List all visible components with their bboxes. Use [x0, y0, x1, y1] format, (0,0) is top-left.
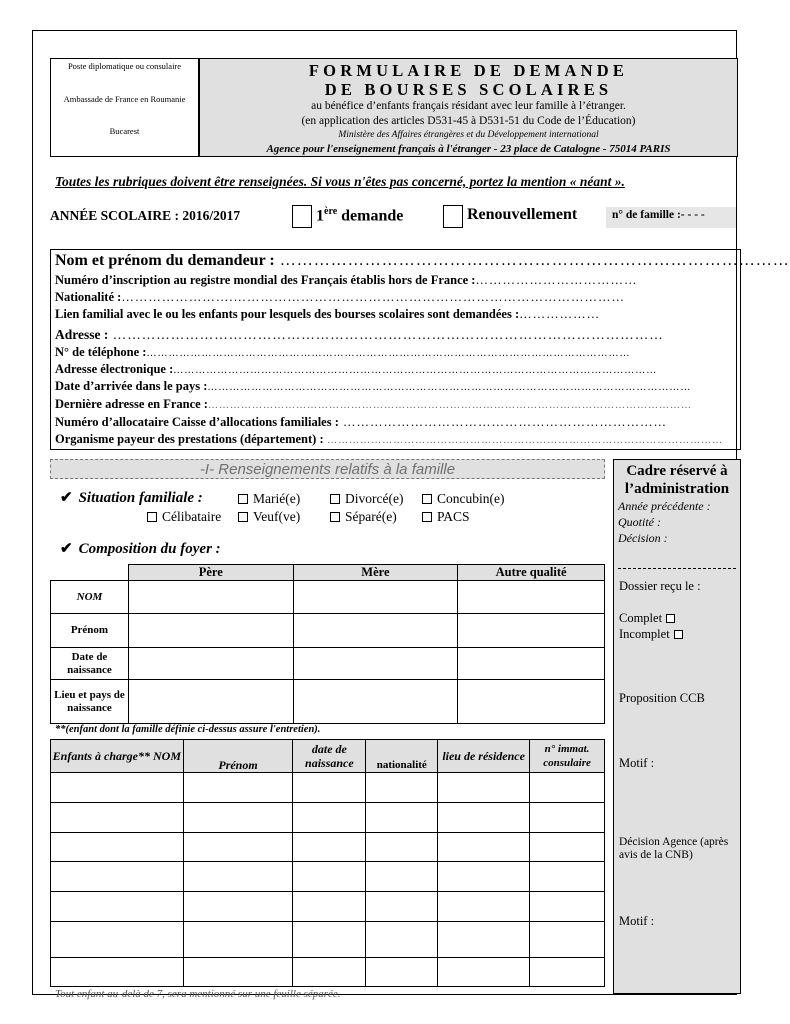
notice-text: Toutes les rubriques doivent être renseignées. Si vous n'êtes pas concerné, portez la mention « néant ». — [55, 174, 625, 189]
table-cell[interactable] — [530, 862, 605, 892]
table-cell[interactable] — [293, 680, 458, 724]
city-name: Bucarest — [109, 126, 140, 136]
column-header: lieu de résidence — [438, 740, 530, 773]
table-cell[interactable] — [51, 958, 184, 987]
table-cell[interactable] — [293, 862, 366, 892]
table-cell[interactable] — [366, 803, 438, 833]
table-cell[interactable] — [128, 614, 293, 648]
table-cell[interactable] — [51, 833, 184, 862]
organisme-field[interactable]: Organisme payeur des prestations (département) : ……………………………………………………………………………………………… — [55, 432, 724, 446]
table-cell[interactable] — [530, 833, 605, 862]
table-cell[interactable] — [366, 833, 438, 862]
row-header: Prénom — [51, 614, 129, 648]
quotite-label: Quotité : — [618, 515, 661, 529]
table-cell[interactable] — [183, 833, 293, 862]
email-label: Adresse électronique : — [55, 362, 174, 376]
table-cell[interactable] — [530, 892, 605, 922]
column-header: date de naissance — [293, 740, 366, 773]
school-year: ANNÉE SCOLAIRE : 2016/2017 — [50, 208, 241, 223]
table-cell[interactable] — [438, 892, 530, 922]
table-cell[interactable] — [293, 833, 366, 862]
phone-label: N° de téléphone : — [55, 345, 147, 359]
table-cell[interactable] — [366, 958, 438, 987]
table-cell[interactable] — [438, 958, 530, 987]
agency-text: Agence pour l'enseignement français à l'étranger - 23 place de Catalogne - 75014 PARIS — [266, 143, 671, 155]
column-header: Prénom — [183, 740, 293, 773]
checkbox[interactable] — [238, 494, 248, 504]
incomplete-option[interactable]: Incomplet — [619, 627, 683, 642]
table-cell[interactable] — [293, 581, 458, 614]
table-cell[interactable] — [183, 922, 293, 958]
children-note: **(enfant dont la famille définie ci-dessus assure l'entretien). — [55, 724, 321, 735]
column-header: nationalité — [366, 740, 438, 773]
table-cell[interactable] — [530, 773, 605, 803]
phone-field[interactable]: N° de téléphone :…………………………………………………………………………………………………………………… — [55, 345, 631, 359]
option-celibataire[interactable]: Célibataire — [147, 509, 221, 525]
children-table — [50, 739, 605, 987]
form-title-line2: DE BOURSES SCOLAIRES — [324, 80, 613, 99]
arrival-date-label: Date d’arrivée dans le pays : — [55, 379, 208, 393]
table-cell[interactable] — [293, 892, 366, 922]
arrival-date-field[interactable]: Date d’arrivée dans le pays :…………………………………………………………………………………………………………………… — [55, 379, 692, 393]
table-cell[interactable] — [183, 862, 293, 892]
last-address-label: Dernière adresse en France : — [55, 397, 208, 411]
registration-field[interactable]: Numéro d’inscription au registre mondial des Français établis hors de France :……………………………… — [55, 273, 638, 287]
family-link-label: Lien familial avec le ou les enfants pour lesquels des bourses scolaires sont demandées : — [55, 307, 520, 321]
address-label: Adresse : — [55, 327, 109, 342]
allocataire-label: Numéro d’allocataire Caisse d’allocations familiales : — [55, 415, 339, 429]
checkbox[interactable] — [422, 512, 432, 522]
post-box — [50, 58, 199, 157]
ministry-text: Ministère des Affaires étrangères et du Développement international — [338, 130, 599, 140]
household-table — [50, 564, 605, 724]
option-pacs[interactable]: PACS — [422, 509, 470, 525]
table-cell[interactable] — [438, 833, 530, 862]
table-row — [51, 958, 605, 987]
row-header: Date de naissance — [51, 648, 129, 680]
admin-box — [613, 459, 741, 994]
checkbox[interactable] — [147, 512, 157, 522]
table-cell[interactable] — [530, 803, 605, 833]
table-cell[interactable] — [458, 581, 605, 614]
column-header: Enfants à charge** NOM — [51, 740, 184, 773]
option-marie[interactable]: Marié(e) — [238, 491, 300, 507]
column-header: Père — [128, 565, 293, 581]
agency-decision-label: Décision Agence (après avis de la CNB) — [619, 836, 729, 861]
table-row — [51, 892, 605, 922]
row-header: NOM — [51, 581, 129, 614]
table-cell[interactable] — [438, 803, 530, 833]
table-cell[interactable] — [293, 773, 366, 803]
checkbox[interactable] — [422, 494, 432, 504]
table-cell[interactable] — [293, 648, 458, 680]
applicant-name-label: Nom et prénom du demandeur : — [55, 252, 275, 269]
table-cell[interactable] — [293, 803, 366, 833]
renewal-checkbox[interactable] — [443, 205, 463, 228]
column-header: n° immat. consulaire — [530, 740, 605, 773]
organisme-label: Organisme payeur des prestations (département) : — [55, 432, 324, 446]
table-row — [51, 922, 605, 958]
table-cell[interactable] — [458, 680, 605, 724]
table-cell[interactable] — [366, 922, 438, 958]
address-field[interactable]: Adresse : …………………………………………………………………………………………………… — [55, 327, 664, 342]
decision-label: Décision : — [618, 531, 668, 545]
table-cell[interactable] — [293, 614, 458, 648]
check-mark-icon: ✔ — [60, 490, 73, 506]
table-cell[interactable] — [293, 922, 366, 958]
table-cell[interactable] — [51, 773, 184, 803]
section-family-title: -I- Renseignements relatifs à la famille — [50, 459, 605, 479]
footer-note: Tout enfant au-delà de 7, sera mentionné sur une feuille séparée. — [55, 988, 341, 1000]
column-header: Autre qualité — [458, 565, 605, 581]
table-cell[interactable] — [183, 958, 293, 987]
table-cell[interactable] — [128, 680, 293, 724]
table-cell[interactable] — [183, 892, 293, 922]
application-text: (en application des articles D531-45 à D531-51 du Code de l’Éducation) — [301, 115, 636, 127]
checkbox[interactable] — [674, 630, 683, 639]
row-header: Lieu et pays de naissance — [51, 680, 129, 724]
family-link-field[interactable]: Lien familial avec le ou les enfants pour lesquels des bourses scolaires sont demandées :……………… — [55, 307, 601, 321]
embassy-name: Ambassade de France en Roumanie — [63, 94, 186, 104]
previous-year-label: Année précédente : — [618, 499, 711, 513]
first-request-label: 1ère demande — [316, 206, 404, 225]
table-cell[interactable] — [366, 773, 438, 803]
table-row — [51, 862, 605, 892]
family-number-field[interactable]: n° de famille :- - - - — [606, 207, 736, 228]
option-divorce[interactable]: Divorcé(e) — [330, 491, 403, 507]
form-title-box — [199, 58, 738, 157]
proposal-label: Proposition CCB — [619, 691, 705, 705]
table-cell[interactable] — [51, 922, 184, 958]
table-cell[interactable] — [51, 892, 184, 922]
table-cell[interactable] — [51, 862, 184, 892]
table-cell[interactable] — [366, 892, 438, 922]
last-address-field[interactable]: Dernière adresse en France :…………………………………………………………………………………………………………………… — [55, 397, 692, 411]
table-cell[interactable] — [128, 648, 293, 680]
nationality-field[interactable]: Nationalité :…………………….…………………………………………………………………………… — [55, 290, 625, 304]
checkbox[interactable] — [238, 512, 248, 522]
table-cell[interactable] — [458, 648, 605, 680]
household-label: ✔ Composition du foyer : — [60, 541, 221, 557]
first-request-checkbox[interactable] — [292, 205, 312, 228]
nationality-label: Nationalité : — [55, 290, 122, 304]
table-cell[interactable] — [366, 862, 438, 892]
email-field[interactable]: Adresse électronique :…………………………………………………………………………………………………………………… — [55, 362, 658, 376]
form-title-line1: FORMULAIRE DE DEMANDE — [308, 61, 629, 80]
allocataire-field[interactable]: Numéro d’allocataire Caisse d’allocations familiales : ……………………………………………………………… — [55, 415, 668, 429]
checkbox[interactable] — [330, 512, 340, 522]
table-row — [51, 773, 605, 803]
registration-label: Numéro d’inscription au registre mondial des Français établis hors de France : — [55, 273, 476, 287]
table-row — [51, 803, 605, 833]
benefit-text: au bénéfice d’enfants français résidant avec leur famille à l’étranger. — [311, 100, 626, 112]
family-situation-label: ✔ Situation familiale : — [60, 490, 203, 506]
table-cell[interactable] — [183, 803, 293, 833]
table-cell[interactable] — [438, 773, 530, 803]
motif-label-2: Motif : — [619, 914, 655, 928]
table-cell[interactable] — [51, 803, 184, 833]
table-cell[interactable] — [438, 922, 530, 958]
table-cell[interactable] — [530, 922, 605, 958]
table-cell[interactable] — [293, 958, 366, 987]
applicant-name-field[interactable]: Nom et prénom du demandeur : ……………………………………………………………………………… — [55, 252, 790, 269]
post-label: Poste diplomatique ou consulaire — [67, 61, 182, 71]
table-cell[interactable] — [530, 958, 605, 987]
renewal-label: Renouvellement — [467, 206, 578, 223]
column-header: Mère — [293, 565, 458, 581]
admin-title: Cadre réservé à l’administration — [624, 463, 730, 497]
checkbox[interactable] — [330, 494, 340, 504]
table-cell[interactable] — [183, 773, 293, 803]
option-concubin[interactable]: Concubin(e) — [422, 491, 504, 507]
table-row — [51, 833, 605, 862]
table-cell[interactable] — [128, 581, 293, 614]
checkbox[interactable] — [666, 614, 675, 623]
table-cell[interactable] — [438, 862, 530, 892]
option-separe[interactable]: Séparé(e) — [330, 509, 397, 525]
check-mark-icon: ✔ — [60, 541, 73, 557]
table-cell[interactable] — [458, 614, 605, 648]
divider — [618, 568, 736, 569]
option-veuf[interactable]: Veuf(ve) — [238, 509, 300, 525]
received-label: Dossier reçu le : — [619, 579, 701, 593]
motif-label-1: Motif : — [619, 756, 655, 770]
complete-option[interactable]: Complet — [619, 611, 675, 626]
